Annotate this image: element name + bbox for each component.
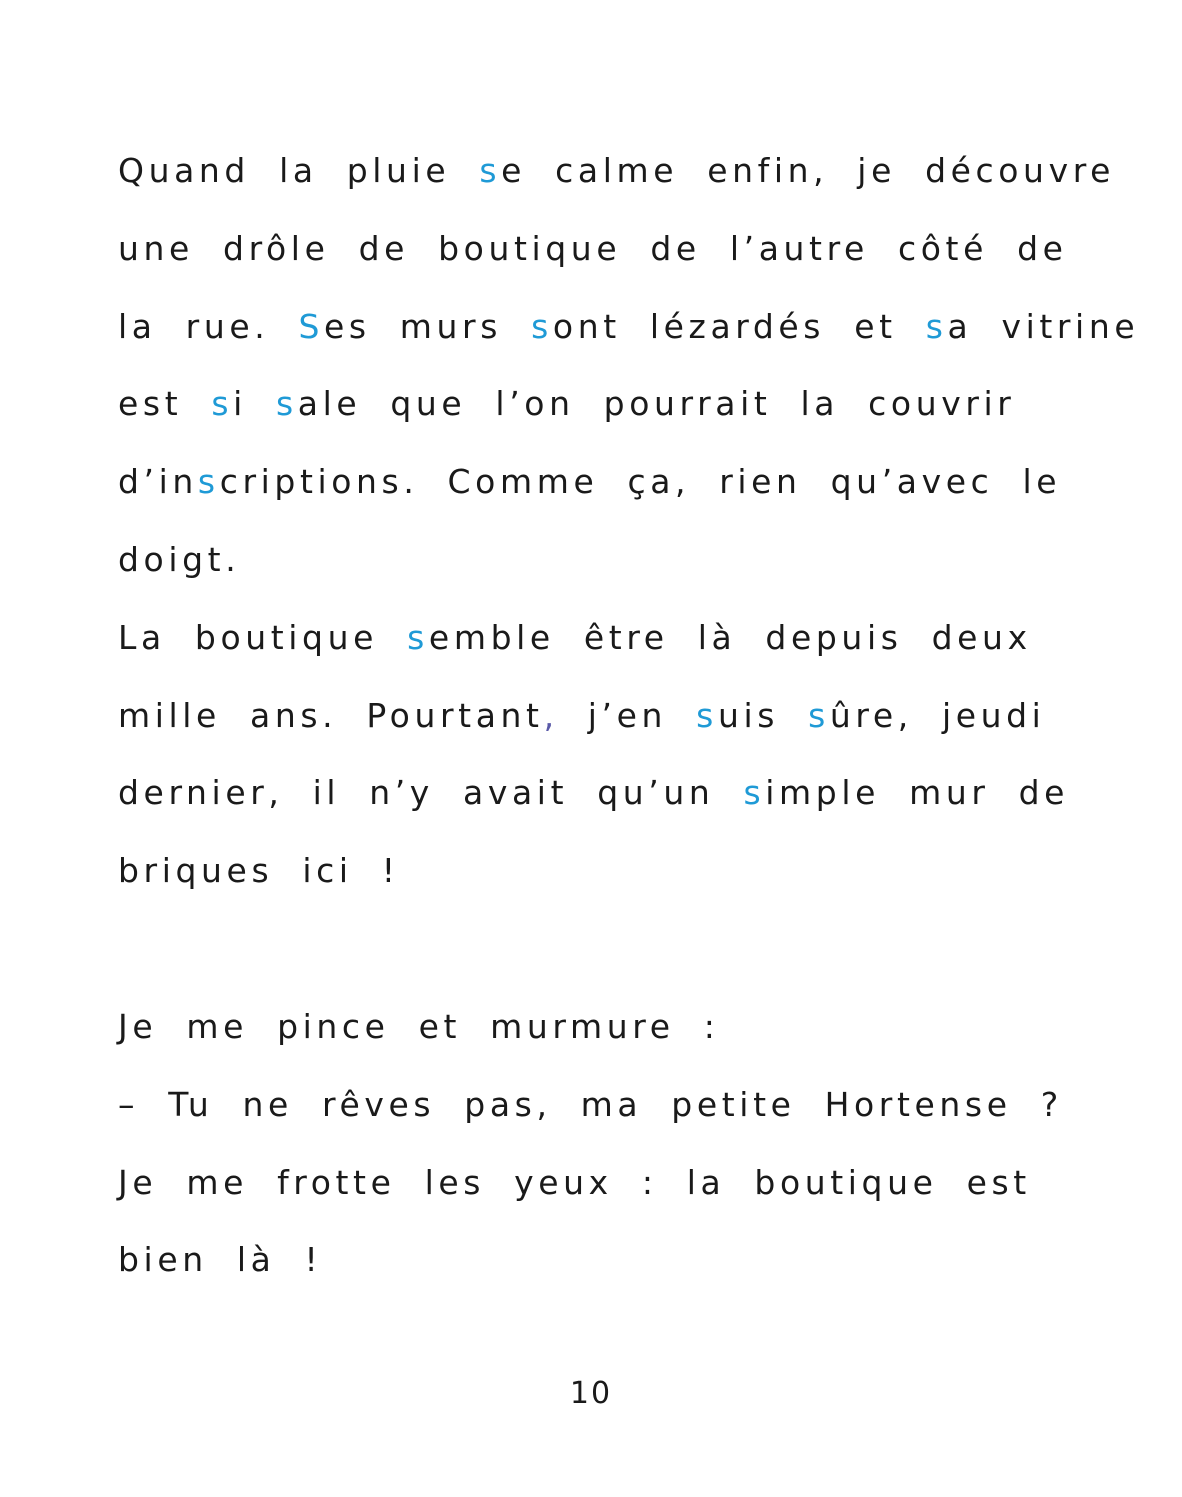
text-segment: e calme enfin, je découvre xyxy=(501,151,1116,190)
highlighted-letter: S xyxy=(298,306,325,346)
text-segment: une drôle de boutique de l’autre côté de xyxy=(118,228,1068,268)
text-line xyxy=(118,617,1078,699)
text-segment: bien là ! xyxy=(118,1240,323,1280)
text-line xyxy=(118,539,1078,621)
text-segment: la rue. xyxy=(118,306,299,346)
highlighted-letter: s xyxy=(407,617,429,657)
highlighted-letter: s xyxy=(197,462,220,502)
highlighted-letter: s xyxy=(211,384,234,424)
text-segment: dernier, il n’y avait qu’un xyxy=(118,773,744,813)
text-segment: Quand la pluie xyxy=(118,151,480,190)
text-segment: es murs xyxy=(324,306,532,346)
highlighted-letter: s xyxy=(479,151,502,190)
highlighted-letter: s xyxy=(531,306,553,346)
text-segment: La boutique xyxy=(118,617,408,657)
highlighted-letter: s xyxy=(275,384,298,424)
highlighted-letter: s xyxy=(808,695,830,735)
text-segment: ûre, jeudi xyxy=(829,695,1046,735)
highlighted-letter: s xyxy=(696,695,718,735)
text-segment: uis xyxy=(717,695,809,735)
text-line xyxy=(118,1162,1078,1244)
text-line xyxy=(118,1084,1078,1166)
text-segment: Je me pince et murmure : xyxy=(118,1007,720,1046)
highlighted-letter: s xyxy=(743,773,766,813)
text-segment: emble être là depuis deux xyxy=(428,617,1032,657)
text-segment: mille ans. Pourtant xyxy=(118,695,544,735)
page-number: 10 xyxy=(569,1376,613,1411)
text-segment: i xyxy=(233,384,276,424)
highlighted-punctuation: , xyxy=(543,695,559,735)
text-line xyxy=(118,384,1078,465)
highlighted-letter: s xyxy=(925,306,948,346)
text-line xyxy=(118,851,1078,932)
text-segment: est xyxy=(118,384,212,424)
text-segment: doigt. xyxy=(118,539,241,579)
text-line xyxy=(118,1240,1078,1321)
text-segment: briques ici ! xyxy=(118,851,400,891)
text-segment: d’in xyxy=(118,462,198,502)
text-segment: criptions. Comme ça, rien qu’avec le xyxy=(219,462,1062,502)
paragraph-one xyxy=(118,151,1140,932)
text-line xyxy=(118,773,1078,854)
text-segment: – Tu ne rêves pas, ma petite Hortense ? xyxy=(118,1084,1063,1124)
text-segment: a vitrine xyxy=(947,306,1140,346)
text-line xyxy=(118,306,1140,388)
text-line xyxy=(118,228,1078,310)
text-line xyxy=(118,462,1078,543)
text-line xyxy=(118,695,1078,777)
text-segment: imple mur de xyxy=(765,773,1070,813)
text-line xyxy=(118,151,1116,232)
text-segment: j’en xyxy=(558,695,697,735)
text-segment: Je me frotte les yeux : la boutique est xyxy=(118,1162,1031,1202)
paragraph-two xyxy=(118,1007,1078,1321)
text-line xyxy=(118,1007,1078,1088)
text-segment: ont lézardés et xyxy=(552,306,926,346)
text-segment: ale que l’on pourrait la couvrir xyxy=(297,384,1016,424)
